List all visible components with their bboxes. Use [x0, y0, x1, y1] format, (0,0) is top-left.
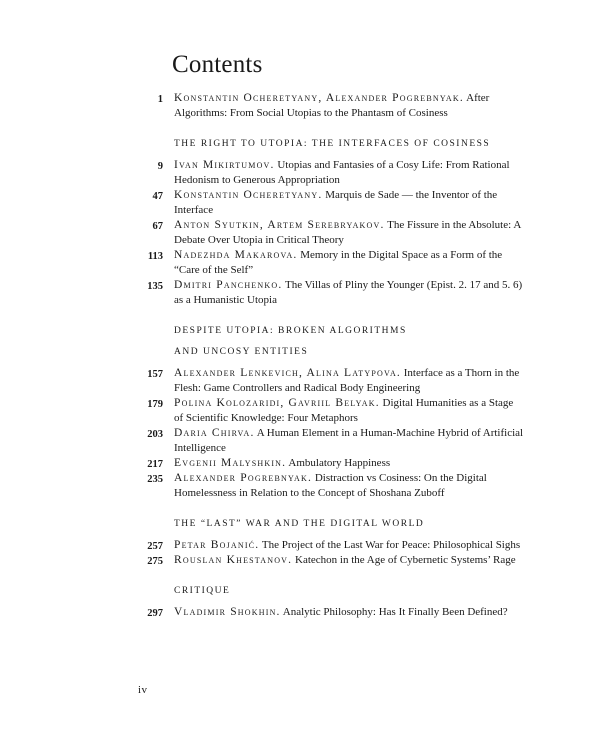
entry-text [174, 278, 524, 308]
entry-title: Ambulatory Happiness [288, 457, 391, 469]
toc-entry [0, 91, 600, 121]
entry-title: Interface as a Thorn in the Flesh: Game Controllers and Radical Body Engineering [174, 367, 520, 394]
toc-entry [0, 538, 600, 553]
entry-page-number: 275 [147, 556, 163, 567]
entry-text [174, 553, 524, 568]
toc-entry [0, 188, 600, 218]
folio-page-number: iv [138, 684, 148, 696]
section-heading-line: THE RIGHT TO UTOPIA: THE INTERFACES OF COSINESS [174, 139, 491, 149]
entry-page-number: 257 [147, 541, 163, 552]
entry-title: Katechon in the Age of Cybernetic Systems’ Rage [295, 554, 516, 566]
section-heading [174, 516, 600, 533]
toc-entry [0, 248, 600, 278]
section-heading-line: CRITIQUE [174, 586, 231, 596]
entry-page-number: 47 [152, 191, 163, 202]
toc-entry [0, 278, 600, 308]
entry-title: A Human Element in a Human-Machine Hybrid of Artificial Intelligence [174, 427, 524, 454]
entry-text [174, 605, 524, 620]
entry-title: The Villas of Pliny the Younger (Epist. 2. 17 and 5. 6) as a Humanistic Utopia [174, 279, 523, 306]
entry-text [174, 366, 524, 396]
entry-page-number: 135 [147, 281, 163, 292]
section-heading-line: DESPITE UTOPIA: BROKEN ALGORITHMS [174, 326, 407, 336]
entry-page-number: 297 [147, 608, 163, 619]
entry-page-number: 157 [147, 369, 163, 380]
entry-title: Distraction vs Cosiness: On the Digital Homelessness in Relation to the Concept of Shoshana Zuboff [174, 472, 487, 499]
entry-title: After Algorithms: From Social Utopias to the Phantasm of Cosiness [174, 92, 490, 119]
entry-title: Memory in the Digital Space as a Form of the “Care of the Self” [174, 249, 503, 276]
toc-entry [0, 456, 600, 471]
entry-authors: Petar Bojanić. [174, 539, 260, 551]
entry-title: Digital Humanities as a Stage of Scientific Knowledge: Four Metaphors [174, 397, 514, 424]
entry-title: Analytic Philosophy: Has It Finally Been Defined? [282, 606, 508, 618]
entry-text [174, 426, 524, 456]
entry-page-number: 203 [147, 429, 163, 440]
entry-text [174, 158, 524, 188]
toc-entry [0, 471, 600, 501]
entry-title: The Project of the Last War for Peace: Philosophical Sighs [261, 539, 521, 551]
entry-authors: Daria Chirva. [174, 427, 255, 439]
toc-entry [0, 553, 600, 568]
toc-entry [0, 426, 600, 456]
entry-authors: Alexander Pogrebnyak. [174, 472, 313, 484]
section-heading-line: AND UNCOSY ENTITIES [174, 347, 309, 357]
entry-authors: Rouslan Khestanov. [174, 554, 293, 566]
entry-text [174, 248, 524, 278]
entry-title: Utopias and Fantasies of a Cosy Life: From Rational Hedonism to Generous Appropriation [174, 159, 510, 186]
entry-text [174, 396, 524, 426]
entry-authors: Konstantin Ocheretyany. [174, 189, 323, 201]
entry-title: The Fissure in the Absolute: A Debate Over Utopia in Critical Theory [174, 219, 521, 246]
toc-entry [0, 366, 600, 396]
entry-text [174, 218, 524, 248]
section-heading-line: THE “LAST” WAR AND THE DIGITAL WORLD [174, 519, 425, 529]
toc-entry [0, 605, 600, 620]
entry-authors: Vladimir Shokhin. [174, 606, 281, 618]
entry-page-number: 67 [152, 221, 163, 232]
entry-title: Marquis de Sade — the Inventor of the Interface [174, 189, 498, 216]
entry-page-number: 179 [147, 399, 163, 410]
toc-entry [0, 158, 600, 188]
entry-page-number: 217 [147, 459, 163, 470]
table-of-contents [0, 91, 600, 620]
entry-authors: Nadezhda Makarova. [174, 249, 298, 261]
toc-entry [0, 396, 600, 426]
entry-page-number: 113 [147, 251, 163, 262]
entry-authors: Alexander Lenkevich, Alina Latypova. [174, 367, 401, 379]
entry-authors: Polina Kolozaridi, Gavriil Belyak. [174, 397, 380, 409]
page-title: Contents [172, 51, 263, 78]
section-heading [174, 323, 600, 361]
entry-authors: Dmitri Panchenko. [174, 279, 283, 291]
entry-page-number: 1 [157, 94, 163, 105]
section-heading [174, 136, 600, 153]
entry-authors: Konstantin Ocheretyany, Alexander Pogrebnyak. [174, 92, 464, 104]
entry-text [174, 456, 524, 471]
entry-text [174, 538, 524, 553]
entry-page-number: 9 [157, 161, 163, 172]
toc-entry [0, 218, 600, 248]
entry-authors: Ivan Mikirtumov. [174, 159, 275, 171]
entry-text [174, 91, 524, 121]
section-heading [174, 583, 600, 600]
entry-text [174, 188, 524, 218]
entry-authors: Anton Syutkin, Artem Serebryakov. [174, 219, 385, 231]
entry-authors: Evgenii Malyshkin. [174, 457, 287, 469]
entry-text [174, 471, 524, 501]
entry-page-number: 235 [147, 474, 163, 485]
